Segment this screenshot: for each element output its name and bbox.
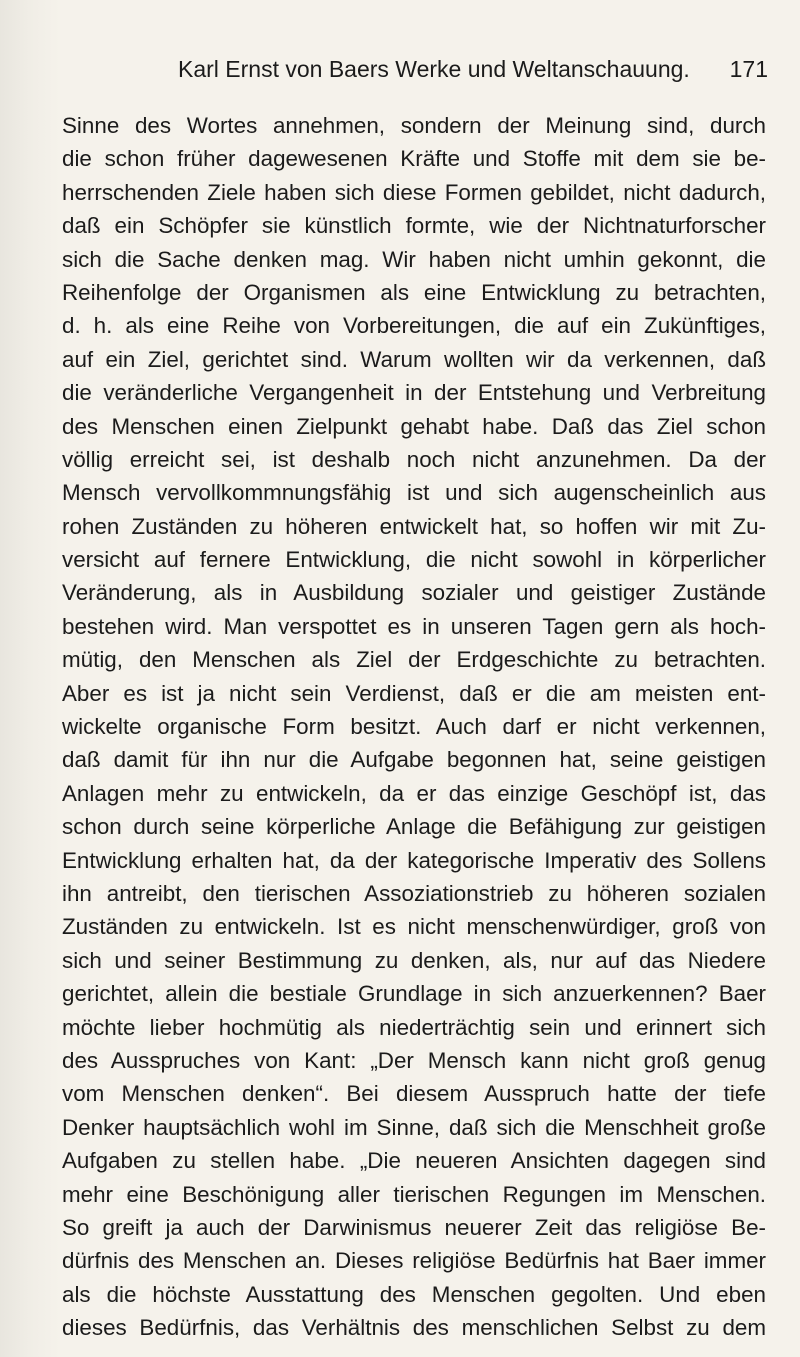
text-line: dieses Bedürfnis, das Verhältnis des menschlichen Selbst zu dem	[62, 1315, 766, 1341]
text-line: möchte lieber hochmütig als niederträchtig sein und erinnert sich	[62, 1014, 766, 1040]
text-line: als die höchste Ausstattung des Menschen gegolten. Und eben	[62, 1281, 766, 1307]
page-header	[178, 54, 768, 84]
text-line: des Ausspruches von Kant: „Der Mensch kann nicht groß genug	[62, 1047, 766, 1073]
text-line: Mensch vervollkommnungsfähig ist und sich augenscheinlich aus	[62, 480, 766, 506]
text-line: d. h. als eine Reihe von Vorbereitungen, die auf ein Zukünftiges,	[62, 313, 766, 339]
text-line: rohen Zuständen zu höheren entwickelt hat, so hoffen wir mit Zu-	[62, 513, 766, 539]
text-line: So greift ja auch der Darwinismus neuerer Zeit das religiöse Be-	[62, 1214, 766, 1240]
text-line: bestehen wird. Man verspottet es in unseren Tagen gern als hoch-	[62, 613, 766, 639]
text-line: des Menschen einen Zielpunkt gehabt habe. Daß das Ziel schon	[62, 413, 766, 439]
text-line: mehr eine Beschönigung aller tierischen Regungen im Menschen.	[62, 1181, 766, 1207]
text-line: völlig erreicht sei, ist deshalb noch nicht anzunehmen. Da der	[62, 446, 766, 472]
text-line: schon durch seine körperliche Anlage die Befähigung zur geistigen	[62, 814, 766, 840]
text-line: Sinne des Wortes annehmen, sondern der Meinung sind, durch	[62, 113, 766, 138]
text-line: sich die Sache denken mag. Wir haben nicht umhin gekonnt, die	[62, 246, 766, 272]
text-line: die schon früher dagewesenen Kräfte und Stoffe mit dem sie be-	[62, 146, 766, 172]
text-line: Zuständen zu entwickeln. Ist es nicht menschenwürdiger, groß von	[62, 914, 766, 940]
text-line: Aufgaben zu stellen habe. „Die neueren Ansichten dagegen sind	[62, 1148, 766, 1174]
text-line: sich und seiner Bestimmung zu denken, als, nur auf das Niedere	[62, 947, 766, 973]
text-line: Entwicklung erhalten hat, da der kategorische Imperativ des Sollens	[62, 847, 766, 873]
text-line: daß damit für ihn nur die Aufgabe begonnen hat, seine geistigen	[62, 747, 766, 773]
text-line: mütig, den Menschen als Ziel der Erdgeschichte zu betrachten.	[62, 647, 766, 673]
text-line: Reihenfolge der Organismen als eine Entwicklung zu betrachten,	[62, 279, 766, 305]
text-line: Denker hauptsächlich wohl im Sinne, daß sich die Menschheit große	[62, 1114, 766, 1140]
text-line: versicht auf fernere Entwicklung, die nicht sowohl in körperlicher	[62, 547, 766, 573]
body-text	[62, 109, 766, 1344]
text-line: Aber es ist ja nicht sein Verdienst, daß er die am meisten ent-	[62, 680, 766, 706]
text-line: daß ein Schöpfer sie künstlich formte, wie der Nichtnaturforscher	[62, 213, 766, 239]
running-title: Karl Ernst von Baers Werke und Weltanschauung.	[178, 56, 690, 82]
text-line: dürfnis des Menschen an. Dieses religiöse Bedürfnis hat Baer immer	[62, 1248, 766, 1274]
text-line: die veränderliche Vergangenheit in der Entstehung und Verbreitung	[62, 380, 766, 406]
text-line: herrschenden Ziele haben sich diese Formen gebildet, nicht dadurch,	[62, 179, 766, 205]
text-line: Anlagen mehr zu entwickeln, da er das einzige Geschöpf ist, das	[62, 780, 766, 806]
text-line: gerichtet, allein die bestiale Grundlage in sich anzuerkennen? Baer	[62, 981, 766, 1007]
text-line: ihn antreibt, den tierischen Assoziationstrieb zu höheren sozialen	[62, 880, 766, 906]
text-line: vom Menschen denken“. Bei diesem Ausspruch hatte der tiefe	[62, 1081, 766, 1107]
text-line: Veränderung, als in Ausbildung sozialer und geistiger Zustände	[62, 580, 766, 606]
page-number: 171	[729, 56, 768, 82]
text-line: wickelte organische Form besitzt. Auch darf er nicht verkennen,	[62, 714, 766, 740]
text-line: auf ein Ziel, gerichtet sind. Warum wollten wir da verkennen, daß	[62, 346, 766, 372]
